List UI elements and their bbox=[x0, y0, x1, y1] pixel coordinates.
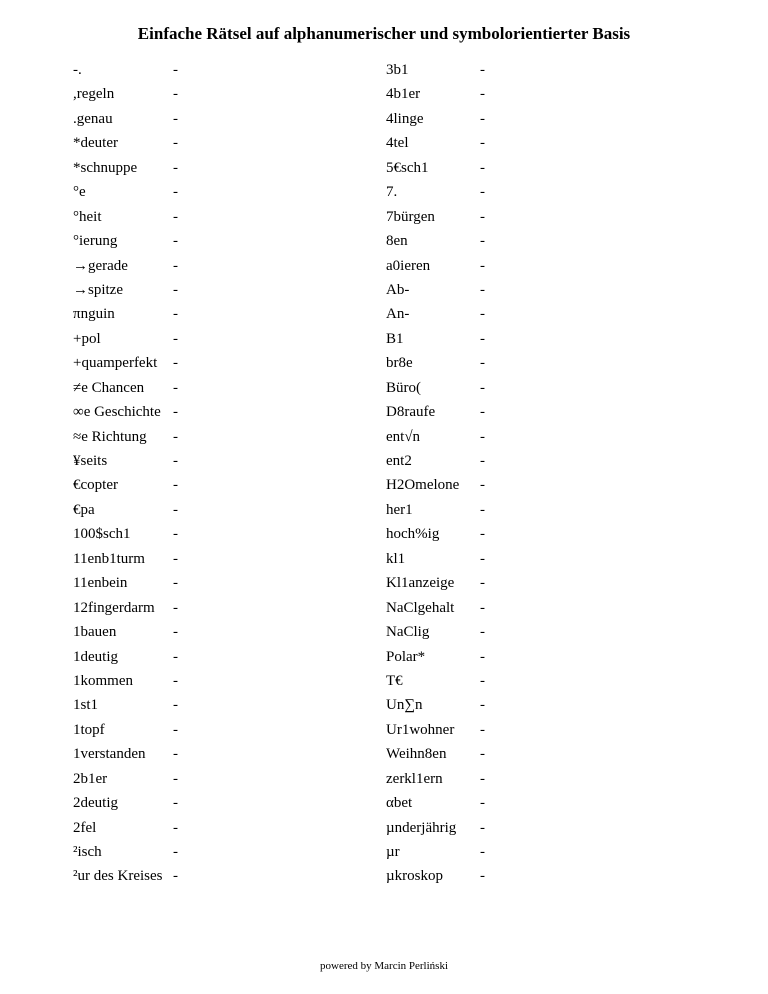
footer-credit: powered by Marcin Perliński bbox=[320, 960, 448, 972]
answer-blank: - bbox=[173, 208, 178, 225]
answer-blank: - bbox=[480, 599, 485, 616]
answer-blank: - bbox=[173, 428, 178, 445]
answer-blank: - bbox=[173, 86, 178, 103]
answer-blank: - bbox=[480, 404, 485, 421]
answer-blank: - bbox=[480, 281, 485, 298]
puzzle-term: 1bauen bbox=[73, 624, 117, 641]
puzzle-term: ∞e Geschichte bbox=[73, 404, 161, 421]
puzzle-term: ²ur des Kreises bbox=[73, 868, 163, 885]
puzzle-term: hoch%ig bbox=[386, 526, 440, 543]
puzzle-term: NaClig bbox=[386, 624, 430, 641]
answer-blank: - bbox=[480, 208, 485, 225]
puzzle-term: B1 bbox=[386, 330, 404, 347]
puzzle-term: her1 bbox=[386, 501, 413, 518]
left-column bbox=[73, 58, 178, 889]
puzzle-term: H2Omelone bbox=[386, 477, 460, 494]
puzzle-term: Ab- bbox=[386, 281, 410, 298]
puzzle-row bbox=[386, 156, 485, 180]
answer-blank: - bbox=[173, 355, 178, 372]
answer-blank: - bbox=[480, 110, 485, 127]
puzzle-row bbox=[386, 596, 485, 620]
answer-blank: - bbox=[480, 672, 485, 689]
puzzle-term: 7. bbox=[386, 184, 398, 201]
puzzle-term: °e bbox=[73, 184, 86, 201]
puzzle-row bbox=[73, 816, 178, 840]
answer-blank: - bbox=[173, 306, 178, 323]
puzzle-term: *schnuppe bbox=[73, 159, 138, 176]
answer-blank: - bbox=[480, 648, 485, 665]
answer-blank: - bbox=[173, 672, 178, 689]
puzzle-term: αbet bbox=[386, 795, 413, 812]
puzzle-term: +quamperfekt bbox=[73, 355, 158, 372]
puzzle-term: a0ieren bbox=[386, 257, 431, 274]
answer-blank: - bbox=[173, 257, 178, 274]
answer-blank: - bbox=[480, 795, 485, 812]
puzzle-term: ent√n bbox=[386, 428, 421, 445]
answer-blank: - bbox=[480, 306, 485, 323]
answer-blank: - bbox=[480, 844, 485, 860]
puzzle-term: An- bbox=[386, 306, 410, 323]
puzzle-row bbox=[73, 767, 178, 791]
puzzle-term: br8e bbox=[386, 355, 413, 372]
answer-blank: - bbox=[173, 184, 178, 201]
answer-blank: - bbox=[480, 428, 485, 445]
puzzle-row bbox=[386, 107, 485, 131]
answer-blank: - bbox=[173, 379, 178, 396]
answer-blank: - bbox=[173, 135, 178, 152]
puzzle-row bbox=[73, 498, 178, 522]
puzzle-term: 2fel bbox=[73, 819, 97, 836]
answer-blank: - bbox=[480, 501, 485, 518]
puzzle-row bbox=[386, 254, 485, 278]
puzzle-term: Polar* bbox=[386, 648, 426, 665]
puzzle-term: 1kommen bbox=[73, 672, 133, 689]
answer-blank: - bbox=[480, 770, 485, 787]
puzzle-term: →gerade bbox=[73, 257, 128, 274]
answer-blank: - bbox=[173, 648, 178, 665]
puzzle-term: zerkl1ern bbox=[386, 770, 443, 787]
answer-blank: - bbox=[173, 281, 178, 298]
puzzle-term: ¥seits bbox=[73, 453, 108, 469]
puzzle-term: πnguin bbox=[73, 306, 115, 323]
puzzle-term: 100$sch1 bbox=[73, 526, 131, 543]
puzzle-term: ≈e Richtung bbox=[73, 428, 147, 445]
answer-blank: - bbox=[480, 697, 485, 714]
puzzle-term: 11enb1turm bbox=[73, 550, 145, 567]
puzzle-term: D8raufe bbox=[386, 404, 436, 421]
puzzle-term: kl1 bbox=[386, 550, 406, 567]
puzzle-row bbox=[73, 449, 178, 473]
puzzle-term: Kl1anzeige bbox=[386, 575, 455, 592]
puzzle-term: +pol bbox=[73, 330, 101, 347]
puzzle-row bbox=[73, 669, 178, 693]
puzzle-term: €copter bbox=[73, 477, 118, 494]
answer-blank: - bbox=[480, 257, 485, 274]
puzzle-term: €pa bbox=[73, 501, 95, 518]
puzzle-term: ,regeln bbox=[73, 86, 115, 103]
answer-blank: - bbox=[173, 868, 178, 885]
puzzle-row bbox=[73, 425, 178, 449]
answer-blank: - bbox=[173, 697, 178, 714]
puzzle-row bbox=[386, 327, 485, 351]
puzzle-row bbox=[386, 864, 485, 888]
answer-blank: - bbox=[173, 599, 178, 616]
puzzle-row bbox=[386, 425, 485, 449]
puzzle-term: *deuter bbox=[73, 135, 118, 152]
answer-blank: - bbox=[480, 184, 485, 201]
answer-blank: - bbox=[480, 62, 485, 78]
puzzle-row bbox=[73, 351, 178, 375]
puzzle-row bbox=[73, 596, 178, 620]
puzzle-term: 2deutig bbox=[73, 795, 118, 812]
answer-blank: - bbox=[480, 330, 485, 347]
puzzle-row bbox=[386, 840, 485, 864]
puzzle-row bbox=[386, 498, 485, 522]
answer-blank: - bbox=[173, 624, 178, 641]
puzzle-row bbox=[73, 742, 178, 766]
answer-blank: - bbox=[480, 233, 485, 250]
puzzle-term: µnderjährig bbox=[386, 819, 457, 836]
puzzle-row bbox=[386, 400, 485, 424]
answer-blank: - bbox=[173, 721, 178, 738]
answer-blank: - bbox=[173, 550, 178, 567]
puzzle-row bbox=[386, 302, 485, 326]
puzzle-term: 4tel bbox=[386, 135, 409, 152]
answer-blank: - bbox=[480, 550, 485, 567]
puzzle-term: °heit bbox=[73, 208, 102, 225]
puzzle-row bbox=[73, 840, 178, 864]
puzzle-row bbox=[386, 473, 485, 497]
puzzle-row bbox=[73, 718, 178, 742]
puzzle-row bbox=[73, 547, 178, 571]
puzzle-term: .genau bbox=[73, 110, 113, 127]
answer-blank: - bbox=[173, 453, 178, 469]
answer-blank: - bbox=[480, 379, 485, 396]
answer-blank: - bbox=[480, 526, 485, 543]
puzzle-row bbox=[73, 205, 178, 229]
answer-blank: - bbox=[480, 355, 485, 372]
answer-blank: - bbox=[480, 86, 485, 103]
puzzle-row bbox=[386, 816, 485, 840]
puzzle-term: 1verstanden bbox=[73, 746, 146, 763]
puzzle-term: 4linge bbox=[386, 110, 424, 127]
puzzle-row bbox=[386, 669, 485, 693]
puzzle-row bbox=[73, 180, 178, 204]
puzzle-row bbox=[386, 180, 485, 204]
puzzle-row bbox=[73, 522, 178, 546]
puzzle-row bbox=[73, 400, 178, 424]
puzzle-term: 3b1 bbox=[386, 62, 409, 78]
answer-blank: - bbox=[173, 159, 178, 176]
puzzle-term: -. bbox=[73, 62, 82, 78]
answer-blank: - bbox=[173, 110, 178, 127]
puzzle-row bbox=[73, 645, 178, 669]
puzzle-row bbox=[386, 278, 485, 302]
puzzle-row bbox=[386, 522, 485, 546]
puzzle-row bbox=[73, 278, 178, 302]
puzzle-term: 11enbein bbox=[73, 575, 128, 592]
puzzle-term: 2b1er bbox=[73, 770, 108, 787]
answer-blank: - bbox=[480, 721, 485, 738]
puzzle-row bbox=[386, 620, 485, 644]
answer-blank: - bbox=[480, 819, 485, 836]
puzzle-term: 12fingerdarm bbox=[73, 599, 155, 616]
puzzle-term: 1deutig bbox=[73, 648, 118, 665]
puzzle-row bbox=[386, 645, 485, 669]
puzzle-term: Un∑n bbox=[386, 697, 423, 714]
answer-blank: - bbox=[480, 453, 485, 469]
puzzle-row bbox=[386, 718, 485, 742]
answer-blank: - bbox=[173, 770, 178, 787]
puzzle-term: Ur1wohner bbox=[386, 721, 455, 738]
puzzle-row bbox=[73, 229, 178, 253]
puzzle-row bbox=[386, 742, 485, 766]
puzzle-row bbox=[386, 376, 485, 400]
puzzle-row bbox=[73, 571, 178, 595]
puzzle-row bbox=[386, 58, 485, 82]
puzzle-row bbox=[386, 229, 485, 253]
puzzle-term: T€ bbox=[386, 672, 403, 689]
page-title: Einfache Rätsel auf alphanumerischer und symbolorientierter Basis bbox=[137, 24, 631, 43]
puzzle-term: µkroskop bbox=[386, 868, 443, 885]
puzzle-row bbox=[386, 82, 485, 106]
puzzle-term: →spitze bbox=[73, 281, 123, 298]
puzzle-row bbox=[73, 327, 178, 351]
puzzle-row bbox=[386, 791, 485, 815]
answer-blank: - bbox=[480, 624, 485, 641]
puzzle-row bbox=[73, 58, 178, 82]
answer-blank: - bbox=[173, 526, 178, 543]
answer-blank: - bbox=[173, 477, 178, 494]
right-column bbox=[386, 58, 485, 889]
puzzle-row bbox=[73, 156, 178, 180]
answer-blank: - bbox=[173, 844, 178, 860]
puzzle-row bbox=[73, 620, 178, 644]
puzzle-row bbox=[386, 693, 485, 717]
puzzle-row bbox=[73, 82, 178, 106]
puzzle-row bbox=[73, 693, 178, 717]
answer-blank: - bbox=[173, 62, 178, 78]
puzzle-row bbox=[386, 547, 485, 571]
answer-blank: - bbox=[480, 477, 485, 494]
puzzle-term: 7bürgen bbox=[386, 208, 435, 225]
puzzle-term: Büro( bbox=[386, 379, 421, 396]
puzzle-term: 4b1er bbox=[386, 86, 421, 103]
puzzle-term: µr bbox=[386, 844, 400, 860]
puzzle-row bbox=[386, 767, 485, 791]
puzzle-row bbox=[386, 205, 485, 229]
answer-blank: - bbox=[173, 819, 178, 836]
puzzle-row bbox=[73, 376, 178, 400]
answer-blank: - bbox=[480, 868, 485, 885]
answer-blank: - bbox=[173, 233, 178, 250]
answer-blank: - bbox=[480, 575, 485, 592]
puzzle-row bbox=[73, 107, 178, 131]
puzzle-term: ent2 bbox=[386, 453, 412, 469]
puzzle-row bbox=[73, 131, 178, 155]
answer-blank: - bbox=[480, 135, 485, 152]
puzzle-row bbox=[73, 302, 178, 326]
answer-blank: - bbox=[173, 746, 178, 763]
answer-blank: - bbox=[173, 575, 178, 592]
answer-blank: - bbox=[480, 159, 485, 176]
puzzle-term: ²isch bbox=[73, 844, 102, 860]
puzzle-term: 5€sch1 bbox=[386, 159, 429, 176]
answer-blank: - bbox=[173, 404, 178, 421]
puzzle-row bbox=[386, 351, 485, 375]
puzzle-row bbox=[73, 254, 178, 278]
answer-blank: - bbox=[173, 501, 178, 518]
puzzle-row bbox=[386, 131, 485, 155]
answer-blank: - bbox=[173, 330, 178, 347]
puzzle-row bbox=[73, 473, 178, 497]
puzzle-row bbox=[386, 571, 485, 595]
puzzle-row bbox=[73, 791, 178, 815]
answer-blank: - bbox=[480, 746, 485, 763]
puzzle-term: 1topf bbox=[73, 721, 105, 738]
puzzle-term: ≠e Chancen bbox=[73, 379, 145, 396]
answer-blank: - bbox=[173, 795, 178, 812]
puzzle-term: 1st1 bbox=[73, 697, 99, 714]
puzzle-row bbox=[73, 864, 178, 888]
puzzle-term: Weihn8en bbox=[386, 746, 447, 763]
puzzle-row bbox=[386, 449, 485, 473]
puzzle-term: 8en bbox=[386, 233, 408, 250]
puzzle-term: °ierung bbox=[73, 233, 118, 250]
puzzle-term: NaClgehalt bbox=[386, 599, 455, 616]
